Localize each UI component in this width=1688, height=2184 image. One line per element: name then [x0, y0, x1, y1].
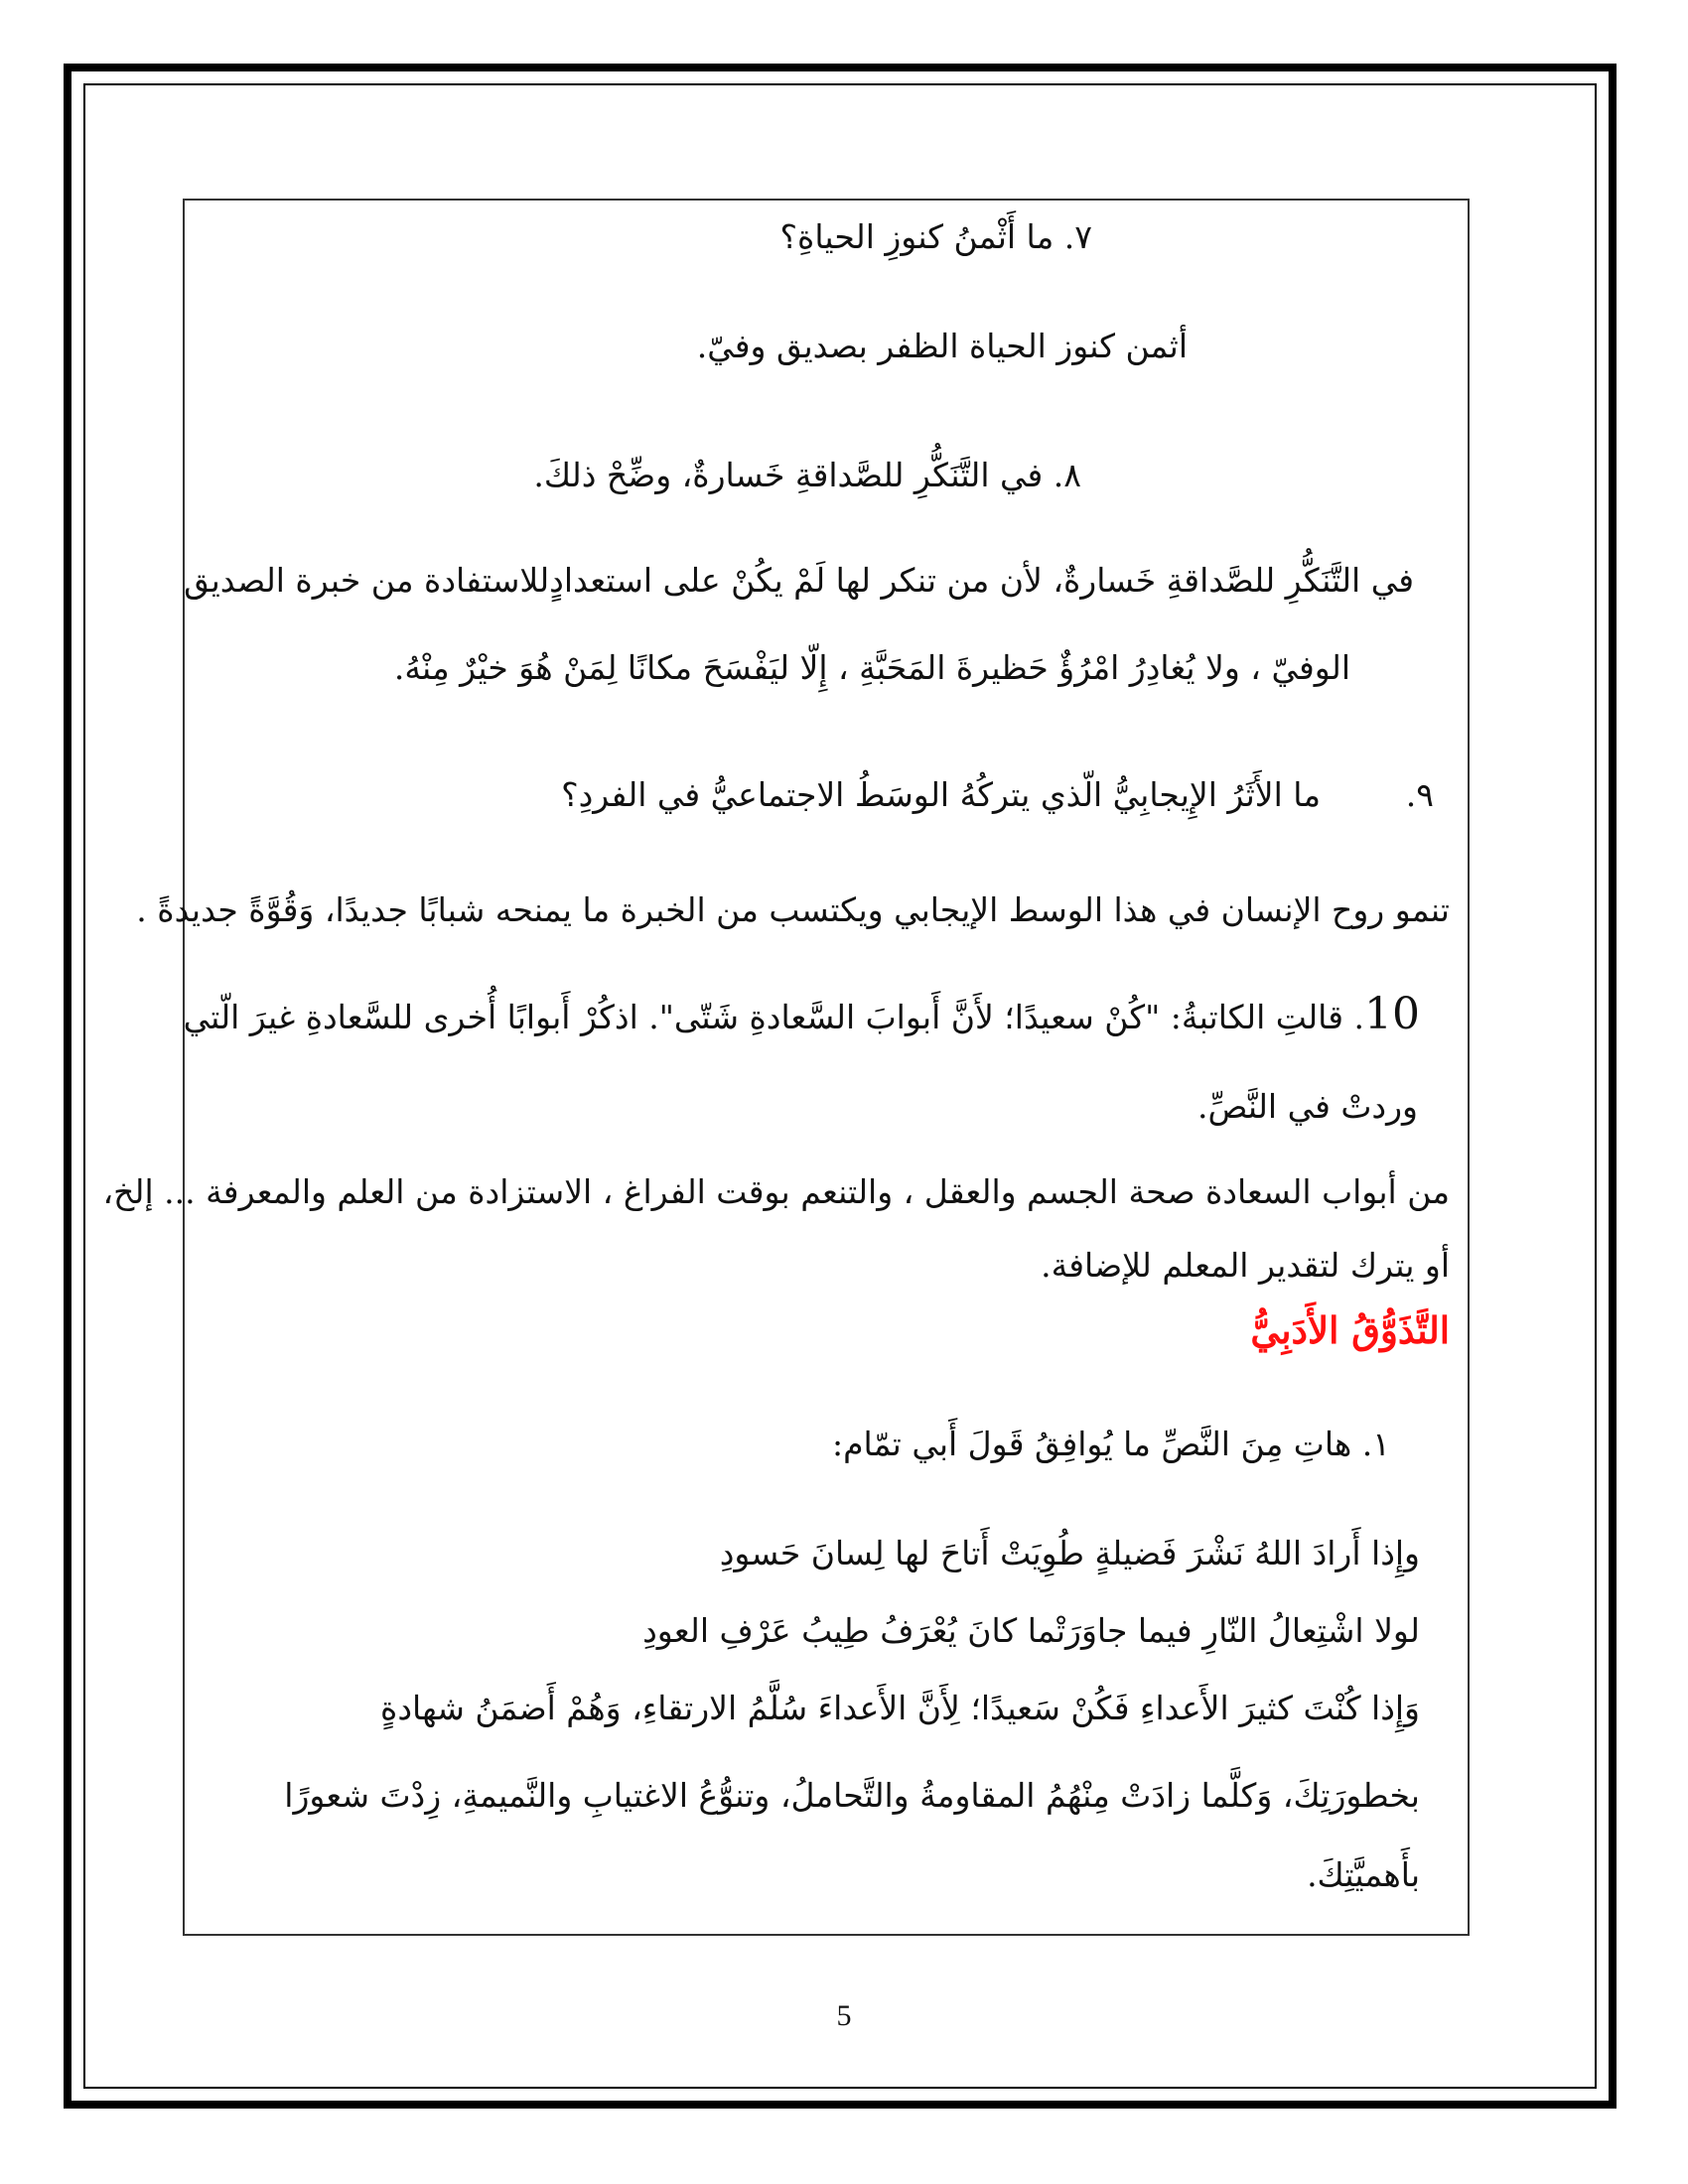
passage-line-1: وَإِذا كُنْتَ كثيرَ الأَعداءِ فَكُنْ سَعيدًا؛ لِأَنَّ الأَعداءَ سُلَّمُ الارتقاءِ، وَهُمْ أَضمَنُ شهادةٍ — [380, 1689, 1420, 1727]
answer-8-line-1: في التَّنَكُّرِ للصَّداقةِ خَسارةٌ، لأن من تنكر لها لَمْ يكُنْ على استعدادٍللاستفادة من خبرة الصديق — [184, 561, 1414, 600]
answer-7: أثمن كنوز الحياة الظفر بصديق وفيّ. — [696, 327, 1188, 365]
question-10-number: 10 — [1364, 989, 1420, 1039]
taste-question-1: ١. هاتِ مِنَ النَّصِّ ما يُوافِقُ قَولَ أَبي تمّام: — [831, 1425, 1390, 1463]
passage-line-2: بخطورَتِكَ، وَكلَّما زادَتْ مِنْهُمُ المقاومةُ والتَّحاملُ، وتنوُّعُ الاغتيابِ والنَّميمةِ، زِدْتَ شعورًا — [284, 1776, 1420, 1815]
answer-10-line-1: من أبواب السعادة صحة الجسم والعقل ، والتنعم بوقت الفراغ ، الاستزادة من العلم والمعرفة ... إلخ، — [102, 1172, 1450, 1211]
question-8: ٨. في التَّنَكُّرِ للصَّداقةِ خَسارةٌ، وضِّحْ ذلكَ. — [533, 456, 1081, 494]
answer-10-line-2: أو يترك لتقدير المعلم للإضافة. — [1041, 1246, 1450, 1285]
question-10-text: . قالتِ الكاتبةُ: "كُنْ سعيدًا؛ لأَنَّ أَبوابَ السَّعادةِ شَتّى". اذكُرْ أَبوابًا أُخرى للسَّعادةِ غيرَ الّتي — [183, 998, 1364, 1036]
question-10-line-1 — [183, 989, 1420, 1039]
verse-line-1: وإِذا أَرادَ اللهُ نَشْرَ فَضيلةٍ طُوِيَتْ أَتاحَ لها لِسانَ حَسودِ — [719, 1534, 1420, 1572]
question-9: ما الأَثَرُ الإِيجابِيُّ الّذي يتركُهُ الوسَطُ الاجتماعيُّ في الفردِ؟ — [561, 775, 1321, 814]
page-number: 5 — [836, 1999, 852, 2032]
answer-8-line-2: الوفيّ ، ولا يُغادِرُ امْرُؤٌ حَظيرةَ المَحَبَّةِ ، إِلّا ليَفْسَحَ مكانًا لِمَنْ هُوَ خيْرٌ مِنْهُ. — [393, 648, 1350, 687]
question-10-line-2: وردتْ في النَّصِّ. — [1197, 1087, 1418, 1126]
answer-9: تنمو روح الإنسان في هذا الوسط الإيجابي ويكتسب من الخبرة ما يمنحه شبابًا جديدًا، وَقُوَّةً جديدةً . — [136, 890, 1450, 929]
question-7: ٧. ما أَثْمنُ كنوزِ الحياةِ؟ — [779, 217, 1092, 256]
verse-line-2: لولا اشْتِعالُ النّارِ فيما جاوَرَتْما كانَ يُعْرَفُ طِيبُ عَرْفِ العودِ — [642, 1611, 1420, 1650]
question-9-number: ٩. — [1405, 775, 1434, 814]
passage-line-3: بأَهميَّتِكَ. — [1307, 1855, 1420, 1894]
section-heading: التَّذَوُّقُ الأَدَبِيُّ — [1250, 1308, 1450, 1352]
